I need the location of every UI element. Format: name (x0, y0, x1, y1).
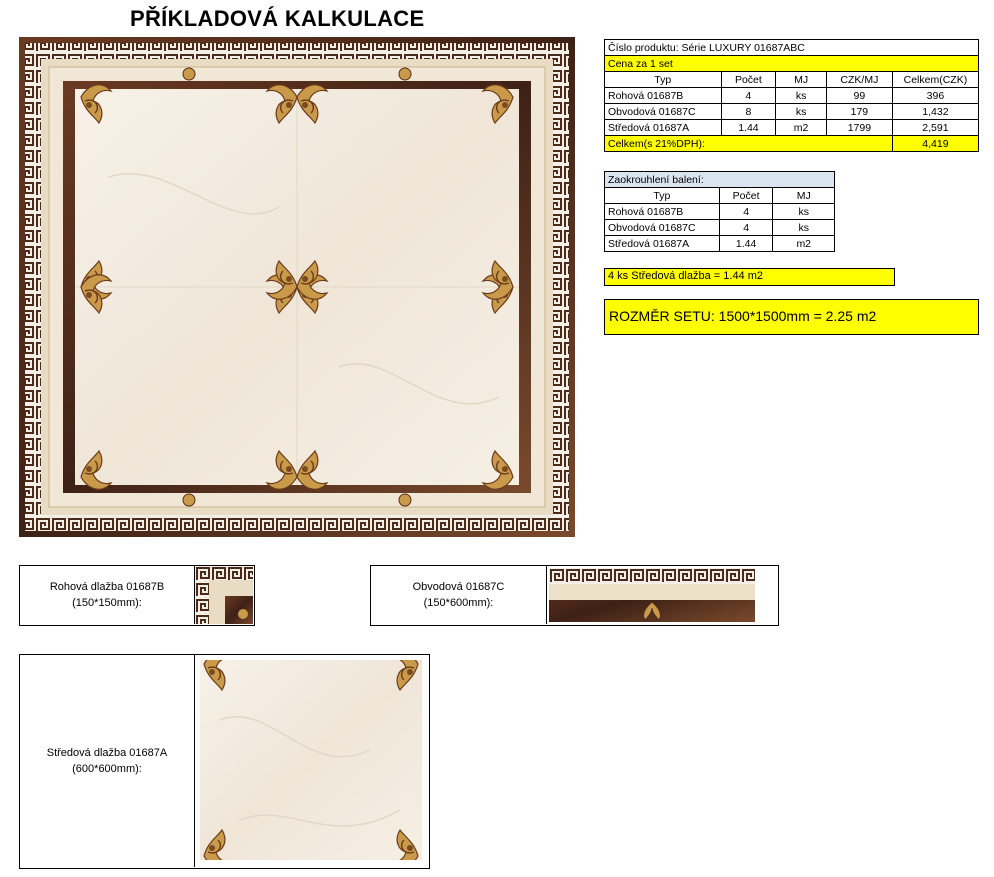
total-row (605, 136, 979, 152)
table-header-row (605, 72, 979, 88)
edge-tile-image (549, 568, 755, 622)
page-title: PŘÍKLADOVÁ KALKULACE (130, 6, 425, 31)
header-cell: MJ (776, 72, 827, 88)
header-cell: Celkem(CZK) (892, 72, 978, 88)
cell: ks (776, 88, 827, 104)
total-value: 4,419 (892, 136, 978, 152)
set-size-banner: ROZMĚR SETU: 1500*1500mm = 2.25 m2 (604, 299, 979, 335)
cell: 1.44 (721, 120, 776, 136)
header-cell: Počet (721, 72, 776, 88)
header-cell: Typ (605, 72, 722, 88)
center-tile-label (20, 655, 194, 867)
table-row (605, 220, 835, 236)
header-cell: MJ (773, 188, 835, 204)
cell: Obvodová 01687C (605, 104, 722, 120)
cell: 4 (721, 88, 776, 104)
center-tile-image (200, 660, 422, 860)
cell: ks (773, 204, 835, 220)
tile-name: Obvodová 01687C (412, 581, 505, 593)
table-row (605, 88, 979, 104)
note-bar: 4 ks Středová dlažba = 1.44 m2 (604, 268, 895, 286)
cell: 2,591 (892, 120, 978, 136)
corner-tile-label (20, 566, 194, 624)
cell: 1799 (826, 120, 892, 136)
table-row (605, 120, 979, 136)
tile-set-image (19, 37, 575, 537)
cell: Rohová 01687B (605, 204, 720, 220)
cell: 4 (719, 220, 773, 236)
edge-tile-label (371, 566, 546, 624)
tile-size: (150*150mm): (72, 597, 142, 609)
cell: 396 (892, 88, 978, 104)
tile-name: Středová dlažba 01687A (46, 747, 168, 759)
cell: Středová 01687A (605, 236, 720, 252)
table-row (605, 204, 835, 220)
cell: 4 (719, 204, 773, 220)
cell: Obvodová 01687C (605, 220, 720, 236)
tile-name: Rohová dlažba 01687B (49, 581, 165, 593)
table-row (605, 104, 979, 120)
cell: 1.44 (719, 236, 773, 252)
table-header-row (605, 188, 835, 204)
rounding-title: Zaokrouhlení balení: (605, 172, 835, 188)
cell: ks (776, 104, 827, 120)
table-row (605, 236, 835, 252)
cell: 99 (826, 88, 892, 104)
price-label: Cena za 1 set (605, 56, 979, 72)
cell: 8 (721, 104, 776, 120)
cell: m2 (776, 120, 827, 136)
cell: 179 (826, 104, 892, 120)
product-label: Číslo produktu: Série LUXURY 01687ABC (605, 40, 979, 56)
tile-size: (150*600mm): (423, 597, 494, 609)
header-cell: Počet (719, 188, 773, 204)
cell: Rohová 01687B (605, 88, 722, 104)
cell: m2 (773, 236, 835, 252)
cell: ks (773, 220, 835, 236)
header-cell: CZK/MJ (826, 72, 892, 88)
price-table (604, 39, 979, 152)
tile-size: (600*600mm): (72, 763, 142, 775)
cell: 1,432 (892, 104, 978, 120)
header-cell: Typ (605, 188, 720, 204)
cell: Středová 01687A (605, 120, 722, 136)
total-label: Celkem(s 21%DPH): (605, 136, 893, 152)
corner-tile-image (195, 566, 253, 624)
rounding-table (604, 171, 835, 252)
